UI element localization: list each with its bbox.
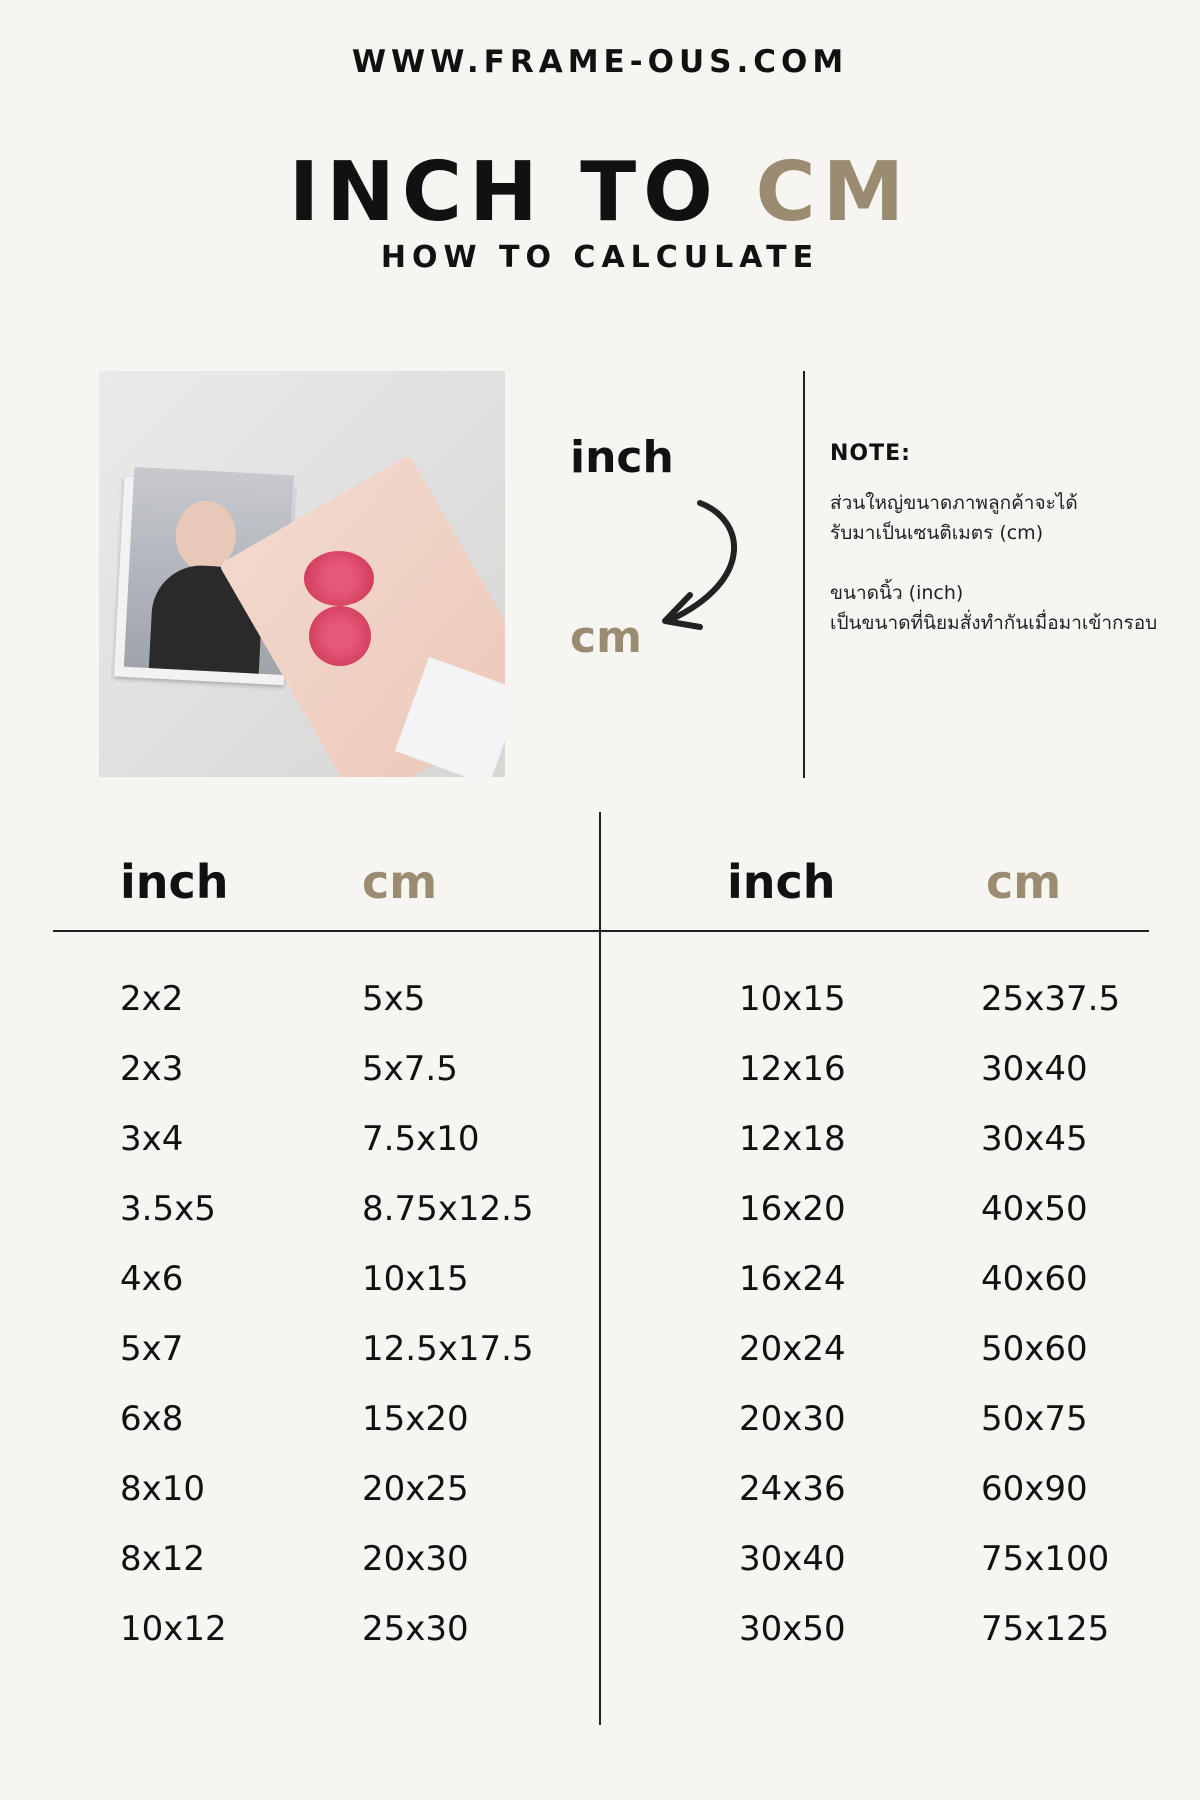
right-cm-cell: 75x100 — [981, 1539, 1110, 1579]
right-cm-cell: 40x60 — [981, 1259, 1088, 1299]
title-main: INCH TO — [288, 145, 720, 240]
table-header-rule — [53, 930, 1149, 932]
photo-flower — [304, 551, 374, 606]
right-inch-cell: 16x20 — [739, 1189, 846, 1229]
right-cm-cell: 75x125 — [981, 1609, 1110, 1649]
left-cm-cell: 25x30 — [362, 1609, 469, 1649]
site-url: WWW.FRAME-OUS.COM — [351, 44, 849, 80]
note-p1-line2: รับมาเป็นเซนติเมตร (cm) — [830, 522, 1044, 544]
right-cm-cell: 50x75 — [981, 1399, 1088, 1439]
right-inch-cell: 20x24 — [739, 1329, 846, 1369]
left-inch-cell: 5x7 — [120, 1329, 184, 1369]
right-inch-cell: 12x18 — [739, 1119, 846, 1159]
left-inch-cell: 2x2 — [120, 979, 184, 1019]
note-paragraph-2 — [830, 578, 1185, 638]
left-inch-cell: 3.5x5 — [120, 1189, 216, 1229]
left-inch-cell: 8x10 — [120, 1469, 206, 1509]
right-inch-cell: 24x36 — [739, 1469, 846, 1509]
illustration-inch-label: inch — [570, 432, 674, 483]
right-cm-cell: 40x50 — [981, 1189, 1088, 1229]
left-inch-header: inch — [120, 855, 229, 909]
right-inch-cell: 10x15 — [739, 979, 846, 1019]
page-subtitle: HOW TO CALCULATE — [380, 240, 820, 275]
right-inch-header: inch — [727, 855, 836, 909]
left-inch-cell: 8x12 — [120, 1539, 206, 1579]
title-accent: CM — [755, 145, 912, 240]
frame-photo — [99, 371, 505, 777]
illustration-cm-label: cm — [570, 612, 642, 663]
left-cm-cell: 5x5 — [362, 979, 426, 1019]
right-inch-cell: 20x30 — [739, 1399, 846, 1439]
left-cm-header: cm — [362, 855, 438, 909]
note-p1-line1: ส่วนใหญ่ขนาดภาพลูกค้าจะได้ — [830, 492, 1078, 514]
note-paragraph-1 — [830, 488, 1185, 548]
left-inch-cell: 2x3 — [120, 1049, 184, 1089]
right-cm-cell: 30x40 — [981, 1049, 1088, 1089]
right-cm-header: cm — [986, 855, 1062, 909]
left-cm-cell: 12.5x17.5 — [362, 1329, 534, 1369]
right-cm-cell: 50x60 — [981, 1329, 1088, 1369]
right-cm-cell: 25x37.5 — [981, 979, 1121, 1019]
left-cm-cell: 20x30 — [362, 1539, 469, 1579]
left-inch-cell: 10x12 — [120, 1609, 227, 1649]
left-cm-cell: 20x25 — [362, 1469, 469, 1509]
left-inch-cell: 4x6 — [120, 1259, 184, 1299]
right-inch-cell: 12x16 — [739, 1049, 846, 1089]
left-cm-cell: 10x15 — [362, 1259, 469, 1299]
right-inch-cell: 16x24 — [739, 1259, 846, 1299]
photo-flower — [309, 606, 371, 666]
page-title — [0, 145, 1200, 240]
left-cm-cell: 5x7.5 — [362, 1049, 458, 1089]
left-cm-cell: 15x20 — [362, 1399, 469, 1439]
divider-vertical-top — [803, 371, 805, 778]
right-cm-cell: 60x90 — [981, 1469, 1088, 1509]
note-p2-line2: เป็นขนาดที่นิยมสั่งทำกันเมื่อมาเข้ากรอบ — [830, 612, 1158, 634]
right-inch-cell: 30x40 — [739, 1539, 846, 1579]
note-title: NOTE: — [830, 441, 911, 466]
curved-arrow-icon — [645, 495, 755, 635]
right-cm-cell: 30x45 — [981, 1119, 1088, 1159]
left-inch-cell: 6x8 — [120, 1399, 184, 1439]
note-p2-line1: ขนาดนิ้ว (inch) — [830, 582, 964, 604]
left-cm-cell: 8.75x12.5 — [362, 1189, 534, 1229]
table-divider-vertical — [599, 812, 601, 1725]
left-inch-cell: 3x4 — [120, 1119, 184, 1159]
left-cm-cell: 7.5x10 — [362, 1119, 480, 1159]
right-inch-cell: 30x50 — [739, 1609, 846, 1649]
